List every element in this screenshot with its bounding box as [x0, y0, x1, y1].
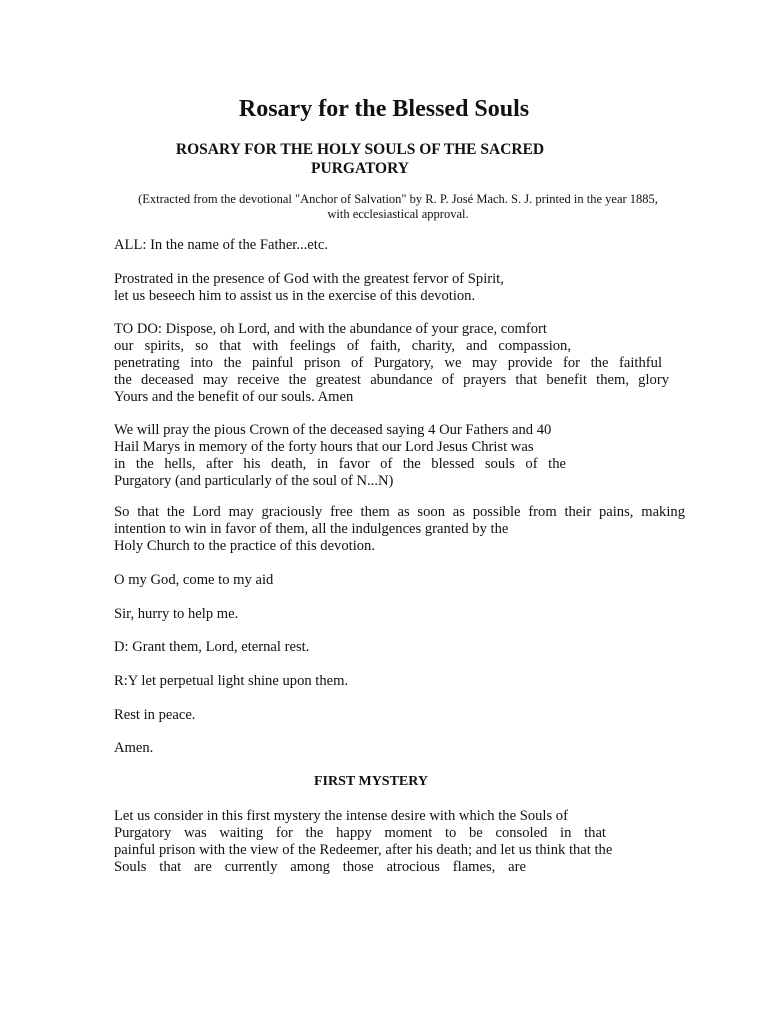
paragraph-rest-in-peace: [114, 707, 685, 724]
text-line: intention to win in favor of them, all the indulgences granted by the: [114, 521, 509, 537]
text-line: the deceased may receive the greatest abundance of prayers that benefit them, glory: [114, 372, 669, 388]
text-line: ALL: In the name of the Father...etc.: [114, 237, 328, 253]
text-line: penetrating into the painful prison of Purgatory, we may provide for the faithful: [114, 355, 662, 371]
paragraph-o-my-god: [114, 572, 685, 589]
paragraph-amen: [114, 740, 685, 757]
text-line: in the hells, after his death, in favor of the blessed souls of the: [114, 456, 566, 472]
text-line: let us beseech him to assist us in the exercise of this devotion.: [114, 288, 476, 304]
source-note-line: (Extracted from the devotional "Anchor of Salvation" by R. P. José Mach. S. J. printed in the year 1885,: [138, 192, 658, 206]
text-line: Holy Church to the practice of this devotion.: [114, 538, 376, 554]
text-line: R:Y let perpetual light shine upon them.: [114, 673, 349, 689]
text-line: Purgatory (and particularly of the soul of N...N): [114, 473, 394, 489]
source-note: [112, 192, 684, 222]
text-line: So that the Lord may graciously free them as soon as possible from their pains, making: [114, 504, 685, 520]
paragraph-first-mystery: [114, 808, 685, 876]
text-line: Purgatory was waiting for the happy moment to be consoled in that: [114, 825, 606, 841]
text-line: Hail Marys in memory of the forty hours that our Lord Jesus Christ was: [114, 439, 534, 455]
text-line: We will pray the pious Crown of the deceased saying 4 Our Fathers and 40: [114, 422, 552, 438]
text-line: Let us consider in this first mystery the intense desire with which the Souls of: [114, 808, 568, 824]
text-line: Prostrated in the presence of God with the greatest fervor of Spirit,: [114, 271, 504, 287]
text-line: Amen.: [114, 740, 154, 756]
paragraph-perpetual-light: [114, 673, 685, 690]
paragraph-prostrated: [114, 271, 685, 305]
paragraph-to-do: [114, 321, 685, 406]
text-line: D: Grant them, Lord, eternal rest.: [114, 639, 310, 655]
text-line: TO DO: Dispose, oh Lord, and with the abundance of your grace, comfort: [114, 321, 547, 337]
paragraph-we-will-pray: [114, 422, 685, 490]
paragraph-all: [114, 237, 685, 254]
paragraph-grant-them: [114, 639, 685, 656]
text-line: painful prison with the view of the Redeemer, after his death; and let us think that the: [114, 842, 613, 858]
text-line: Sir, hurry to help me.: [114, 606, 239, 622]
source-note-line: with ecclesiastical approval.: [327, 207, 469, 221]
document-title: Rosary for the Blessed Souls: [238, 96, 530, 122]
paragraph-so-that: [114, 504, 685, 555]
document-subtitle: ROSARY FOR THE HOLY SOULS OF THE SACRED PURGATORY: [175, 141, 545, 177]
text-line: Yours and the benefit of our souls. Amen: [114, 389, 354, 405]
text-line: our spirits, so that with feelings of faith, charity, and compassion,: [114, 338, 571, 354]
text-line: Rest in peace.: [114, 707, 196, 723]
heading-first-mystery: FIRST MYSTERY: [314, 774, 428, 789]
text-line: Souls that are currently among those atrocious flames, are: [114, 859, 526, 875]
text-line: O my God, come to my aid: [114, 572, 274, 588]
paragraph-sir-hurry: [114, 606, 685, 623]
